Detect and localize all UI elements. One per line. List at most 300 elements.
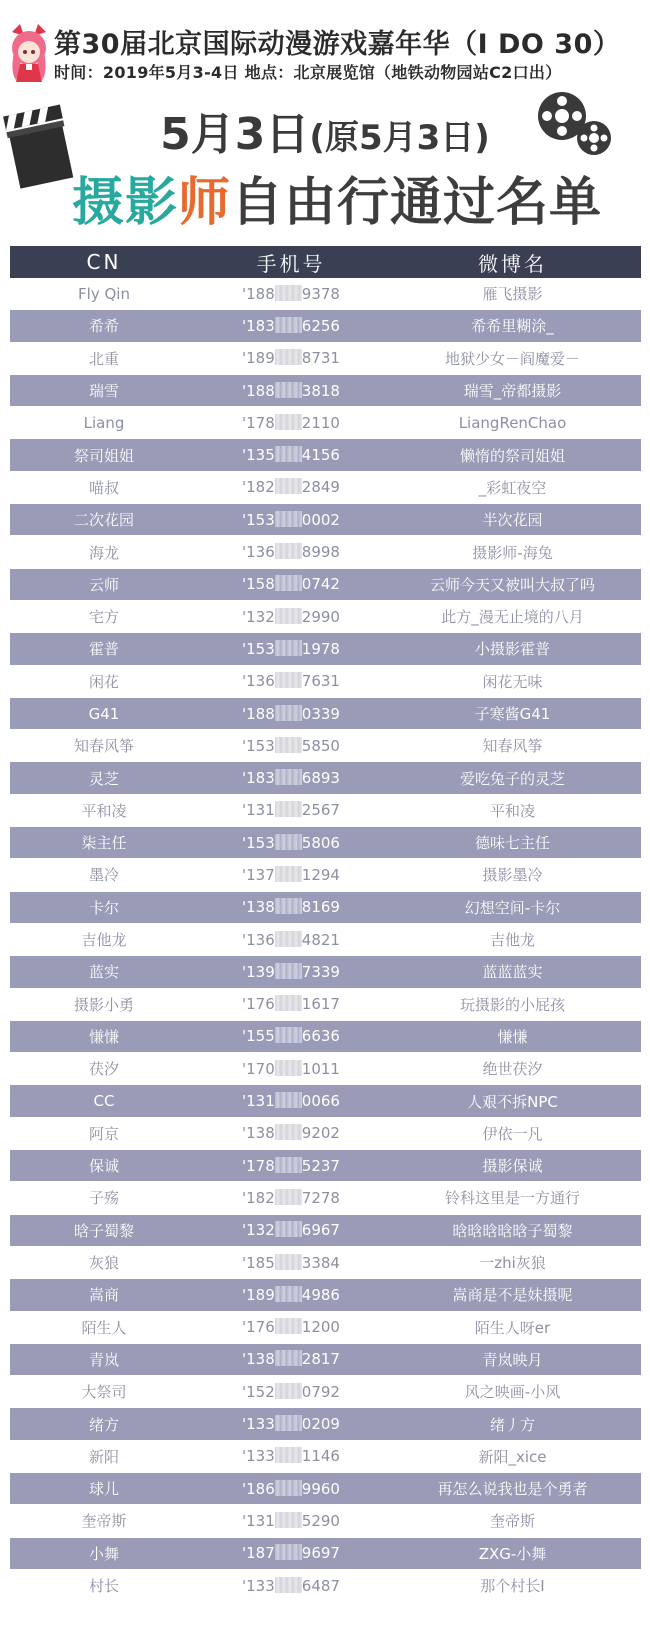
cell-cn: 闲花 bbox=[88, 672, 119, 691]
phone-prefix: '183 bbox=[242, 769, 275, 788]
cell-cn: Liang bbox=[83, 413, 125, 432]
phone-prefix: '153 bbox=[242, 639, 275, 658]
table-row bbox=[10, 407, 641, 439]
cell-cn: 喵叔 bbox=[88, 478, 119, 497]
cell-cn: 柒主任 bbox=[81, 834, 127, 853]
phone-suffix: 6636 bbox=[301, 1027, 340, 1046]
cell-phone bbox=[198, 317, 384, 335]
table-row bbox=[10, 1344, 641, 1376]
phone-mask bbox=[275, 1447, 302, 1463]
phone-mask bbox=[275, 672, 302, 688]
cell-weibo: 吉他龙 bbox=[489, 931, 535, 950]
cell-cn: 吉他龙 bbox=[81, 931, 127, 950]
phone-prefix: '178 bbox=[242, 1156, 275, 1175]
cell-cn: 摄影小勇 bbox=[73, 995, 134, 1014]
cell-cn: 大祭司 bbox=[81, 1383, 127, 1402]
table-row bbox=[10, 989, 641, 1021]
cell-weibo: 铃科这里是一方通行 bbox=[444, 1189, 580, 1208]
phone-suffix: 8998 bbox=[301, 543, 340, 562]
phone-mask bbox=[275, 1254, 302, 1270]
phone-suffix: 5850 bbox=[301, 736, 340, 755]
cell-cn: 平和凌 bbox=[81, 801, 127, 820]
phone-prefix: '136 bbox=[242, 543, 275, 562]
cell-cn: G41 bbox=[88, 704, 120, 723]
mascot-girl-icon bbox=[4, 22, 54, 84]
cell-weibo: 此方_漫无止境的八月 bbox=[441, 608, 584, 627]
cell-cn: 奎帝斯 bbox=[81, 1512, 127, 1531]
cell-phone bbox=[198, 931, 384, 949]
phone-suffix: 6967 bbox=[301, 1221, 340, 1240]
cell-weibo: 一zhi灰狼 bbox=[479, 1254, 546, 1273]
phone-prefix: '188 bbox=[242, 284, 275, 303]
cell-phone bbox=[198, 1544, 384, 1562]
table-row bbox=[10, 1215, 641, 1247]
phone-suffix: 6487 bbox=[301, 1576, 340, 1595]
phone-mask bbox=[275, 1350, 302, 1366]
cell-weibo: 伊依一凡 bbox=[482, 1124, 543, 1143]
cell-weibo: 知春风筝 bbox=[482, 737, 543, 756]
phone-suffix: 1200 bbox=[301, 1318, 340, 1337]
cell-phone bbox=[198, 1254, 384, 1272]
phone-suffix: 0066 bbox=[301, 1092, 340, 1111]
phone-mask bbox=[275, 285, 302, 301]
cell-phone bbox=[198, 1221, 384, 1239]
cell-cn: Fly Qin bbox=[78, 284, 130, 303]
phone-suffix: 1146 bbox=[301, 1447, 340, 1466]
cell-cn: 霍普 bbox=[88, 640, 119, 659]
cell-phone bbox=[198, 672, 384, 690]
table-row bbox=[10, 1150, 641, 1182]
phone-mask bbox=[275, 1157, 302, 1173]
cell-weibo: 摄影师-海兔 bbox=[472, 543, 553, 562]
cell-weibo: LiangRenChao bbox=[458, 413, 567, 432]
cell-phone bbox=[198, 834, 384, 852]
phone-suffix: 4986 bbox=[301, 1285, 340, 1304]
table-row bbox=[10, 762, 641, 794]
cell-phone bbox=[198, 446, 384, 464]
phone-mask bbox=[275, 543, 302, 559]
table-row bbox=[10, 795, 641, 827]
cell-phone bbox=[198, 608, 384, 626]
phone-prefix: '136 bbox=[242, 672, 275, 691]
cell-cn: 墨冷 bbox=[88, 866, 119, 885]
poster-header bbox=[0, 0, 650, 240]
cell-weibo: 爱吃兔子的灵芝 bbox=[459, 769, 565, 788]
cell-cn: 卡尔 bbox=[88, 898, 119, 917]
cell-weibo: 再怎么说我也是个勇者 bbox=[437, 1480, 588, 1499]
cell-weibo: 摄影保诚 bbox=[482, 1157, 543, 1176]
phone-suffix: 4821 bbox=[301, 930, 340, 949]
phone-mask bbox=[275, 382, 302, 398]
cell-phone bbox=[198, 898, 384, 916]
phone-prefix: '183 bbox=[242, 316, 275, 335]
cell-phone bbox=[198, 1512, 384, 1530]
cell-phone bbox=[198, 769, 384, 787]
phone-suffix: 5290 bbox=[301, 1511, 340, 1530]
cell-weibo: 德味七主任 bbox=[474, 834, 550, 853]
phone-mask bbox=[275, 640, 302, 656]
phone-prefix: '133 bbox=[242, 1447, 275, 1466]
cell-weibo: 半次花园 bbox=[482, 511, 543, 530]
phone-prefix: '152 bbox=[242, 1382, 275, 1401]
cell-phone bbox=[198, 511, 384, 529]
phone-suffix: 9378 bbox=[301, 284, 340, 303]
table-row bbox=[10, 633, 641, 665]
cell-weibo: 陌生人呀er bbox=[474, 1318, 551, 1337]
phone-suffix: 2849 bbox=[301, 478, 340, 497]
phone-suffix: 7631 bbox=[301, 672, 340, 691]
phone-mask bbox=[275, 446, 302, 462]
table-row bbox=[10, 859, 641, 891]
table-row bbox=[10, 472, 641, 504]
phone-mask bbox=[275, 1060, 302, 1076]
cell-cn: 新阳 bbox=[88, 1447, 119, 1466]
cell-cn: 绪方 bbox=[88, 1415, 119, 1434]
cell-phone bbox=[198, 1383, 384, 1401]
phone-mask bbox=[275, 478, 302, 494]
photographer-list-table bbox=[10, 246, 641, 1602]
list-title bbox=[72, 160, 632, 235]
cell-cn: 云师 bbox=[88, 575, 119, 594]
phone-prefix: '138 bbox=[242, 898, 275, 917]
phone-suffix: 8731 bbox=[301, 349, 340, 368]
phone-suffix: 7339 bbox=[301, 962, 340, 981]
cell-cn: CC bbox=[93, 1092, 115, 1111]
phone-prefix: '170 bbox=[242, 1059, 275, 1078]
phone-prefix: '185 bbox=[242, 1253, 275, 1272]
table-row bbox=[10, 827, 641, 859]
cell-phone bbox=[198, 640, 384, 658]
table-row bbox=[10, 310, 641, 342]
table-row bbox=[10, 375, 641, 407]
phone-mask bbox=[275, 1383, 302, 1399]
table-row bbox=[10, 1279, 641, 1311]
phone-suffix: 1294 bbox=[301, 865, 340, 884]
cell-weibo: 慊慊 bbox=[497, 1027, 528, 1046]
phone-prefix: '137 bbox=[242, 865, 275, 884]
table-row bbox=[10, 698, 641, 730]
phone-prefix: '158 bbox=[242, 575, 275, 594]
table-row bbox=[10, 956, 641, 988]
phone-mask bbox=[275, 769, 302, 785]
cell-cn: 子殇 bbox=[88, 1189, 119, 1208]
table-row bbox=[10, 536, 641, 568]
phone-suffix: 2990 bbox=[301, 607, 340, 626]
list-title-rest: 自由行通过名单 bbox=[231, 173, 603, 233]
cell-cn: 球儿 bbox=[88, 1480, 119, 1499]
phone-mask bbox=[275, 995, 302, 1011]
cell-cn: 保诚 bbox=[88, 1157, 119, 1176]
cell-cn: 晗子蜀黎 bbox=[73, 1221, 134, 1240]
cell-weibo: 子寒酱G41 bbox=[474, 705, 551, 723]
phone-suffix: 9960 bbox=[301, 1479, 340, 1498]
phone-suffix: 4156 bbox=[301, 446, 340, 465]
cell-phone bbox=[198, 382, 384, 400]
phone-mask bbox=[275, 898, 302, 914]
phone-mask bbox=[275, 1577, 302, 1593]
phone-prefix: '133 bbox=[242, 1415, 275, 1434]
phone-suffix: 5806 bbox=[301, 833, 340, 852]
phone-suffix: 0002 bbox=[301, 510, 340, 529]
cell-phone bbox=[198, 801, 384, 819]
cell-cn: 宅方 bbox=[88, 608, 119, 627]
table-row bbox=[10, 1312, 641, 1344]
phone-suffix: 0742 bbox=[301, 575, 340, 594]
cell-weibo: 云师今天又被叫大叔了吗 bbox=[429, 575, 595, 594]
phone-prefix: '178 bbox=[242, 413, 275, 432]
phone-suffix: 0792 bbox=[301, 1382, 340, 1401]
cell-phone bbox=[198, 1157, 384, 1175]
cell-phone bbox=[198, 963, 384, 981]
table-row bbox=[10, 569, 641, 601]
table-row bbox=[10, 892, 641, 924]
table-row bbox=[10, 730, 641, 762]
cell-cn: 慊慊 bbox=[88, 1027, 119, 1046]
cell-phone bbox=[198, 705, 384, 723]
phone-prefix: '155 bbox=[242, 1027, 275, 1046]
phone-prefix: '131 bbox=[242, 1511, 275, 1530]
header-cn: CN bbox=[86, 250, 122, 274]
cell-phone bbox=[198, 1350, 384, 1368]
phone-mask bbox=[275, 608, 302, 624]
table-row bbox=[10, 439, 641, 471]
cell-weibo: 雁飞摄影 bbox=[482, 285, 543, 304]
cell-cn: 阿京 bbox=[88, 1124, 119, 1143]
table-row bbox=[10, 1538, 641, 1570]
phone-mask bbox=[275, 1415, 302, 1431]
table-row bbox=[10, 1570, 641, 1602]
cell-phone bbox=[198, 995, 384, 1013]
cell-phone bbox=[198, 414, 384, 432]
cell-weibo: 小摄影霍普 bbox=[474, 640, 550, 659]
phone-mask bbox=[275, 317, 302, 333]
cell-phone bbox=[198, 285, 384, 303]
table-row bbox=[10, 1118, 641, 1150]
phone-mask bbox=[275, 1189, 302, 1205]
cell-cn: 灵芝 bbox=[88, 769, 119, 788]
phone-prefix: '135 bbox=[242, 446, 275, 465]
phone-mask bbox=[275, 1221, 302, 1237]
cell-phone bbox=[198, 1060, 384, 1078]
phone-suffix: 8169 bbox=[301, 898, 340, 917]
cell-cn: 二次花园 bbox=[73, 511, 134, 530]
phone-suffix: 2817 bbox=[301, 1350, 340, 1369]
phone-mask bbox=[275, 349, 302, 365]
list-title-char3: 师 bbox=[178, 173, 232, 233]
phone-prefix: '138 bbox=[242, 1350, 275, 1369]
phone-prefix: '182 bbox=[242, 1188, 275, 1207]
cell-weibo: 地狱少女－阎魔爱－ bbox=[444, 349, 580, 368]
phone-suffix: 0209 bbox=[301, 1415, 340, 1434]
table-row bbox=[10, 1053, 641, 1085]
phone-mask bbox=[275, 866, 302, 882]
phone-suffix: 0339 bbox=[301, 704, 340, 723]
phone-prefix: '189 bbox=[242, 349, 275, 368]
phone-suffix: 9202 bbox=[301, 1124, 340, 1143]
cell-phone bbox=[198, 1577, 384, 1595]
cell-weibo: 绪丿方 bbox=[489, 1415, 535, 1434]
list-title-char1: 摄 bbox=[72, 173, 126, 233]
phone-suffix: 3384 bbox=[301, 1253, 340, 1272]
header-weibo: 微博名 bbox=[478, 251, 547, 276]
cell-weibo: 摄影墨冷 bbox=[482, 866, 543, 885]
phone-prefix: '176 bbox=[242, 995, 275, 1014]
cell-weibo: 玩摄影的小屁孩 bbox=[459, 995, 565, 1014]
cell-cn: 蓝实 bbox=[88, 963, 119, 982]
cell-cn: 灰狼 bbox=[88, 1254, 119, 1273]
phone-prefix: '188 bbox=[242, 704, 275, 723]
phone-mask bbox=[275, 737, 302, 753]
cell-phone bbox=[198, 1480, 384, 1498]
phone-prefix: '188 bbox=[242, 381, 275, 400]
cell-weibo: 蓝蓝蓝实 bbox=[482, 963, 543, 982]
phone-mask bbox=[275, 1318, 302, 1334]
cell-weibo: 那个村长I bbox=[480, 1577, 545, 1596]
table-row bbox=[10, 1021, 641, 1053]
cell-weibo: 懒惰的祭司姐姐 bbox=[459, 446, 565, 465]
cell-weibo: 平和凌 bbox=[489, 801, 535, 820]
cell-cn: 希希 bbox=[88, 317, 119, 336]
phone-suffix: 1011 bbox=[301, 1059, 340, 1078]
table-row bbox=[10, 1085, 641, 1117]
cell-cn: 知春风筝 bbox=[73, 737, 134, 756]
phone-mask bbox=[275, 1027, 302, 1043]
phone-mask bbox=[275, 575, 302, 591]
table-row bbox=[10, 1376, 641, 1408]
cell-weibo: 人艰不拆NPC bbox=[467, 1092, 558, 1111]
phone-suffix: 1978 bbox=[301, 639, 340, 658]
cell-weibo: 青岚映月 bbox=[482, 1350, 543, 1369]
phone-mask bbox=[275, 931, 302, 947]
phone-suffix: 9697 bbox=[301, 1544, 340, 1563]
cell-phone bbox=[198, 1318, 384, 1336]
cell-phone bbox=[198, 1027, 384, 1045]
cell-phone bbox=[198, 1447, 384, 1465]
phone-mask bbox=[275, 1480, 302, 1496]
phone-prefix: '153 bbox=[242, 833, 275, 852]
phone-mask bbox=[275, 1512, 302, 1528]
event-title: 第30届北京国际动漫游戏嘉年华（I DO 30） bbox=[54, 29, 621, 60]
event-info: 时间：2019年5月3-4日 地点：北京展览馆（地铁动物园站C2口出） bbox=[54, 63, 562, 82]
phone-prefix: '187 bbox=[242, 1544, 275, 1563]
table-row bbox=[10, 1247, 641, 1279]
phone-prefix: '133 bbox=[242, 1576, 275, 1595]
cell-weibo: 奎帝斯 bbox=[489, 1512, 535, 1531]
cell-phone bbox=[198, 1092, 384, 1110]
phone-suffix: 6893 bbox=[301, 769, 340, 788]
cell-phone bbox=[198, 1415, 384, 1433]
phone-mask bbox=[275, 1544, 302, 1560]
cell-weibo: 希希里糊涂_ bbox=[471, 317, 554, 336]
phone-prefix: '189 bbox=[242, 1285, 275, 1304]
phone-prefix: '139 bbox=[242, 962, 275, 981]
table-row bbox=[10, 1473, 641, 1505]
table-row bbox=[10, 924, 641, 956]
cell-phone bbox=[198, 575, 384, 593]
cell-cn: 祭司姐姐 bbox=[73, 446, 134, 465]
phone-prefix: '153 bbox=[242, 736, 275, 755]
phone-suffix: 2110 bbox=[301, 413, 340, 432]
table-row bbox=[10, 504, 641, 536]
film-reel-icon bbox=[536, 90, 616, 160]
phone-prefix: '153 bbox=[242, 510, 275, 529]
phone-prefix: '136 bbox=[242, 930, 275, 949]
phone-suffix: 7278 bbox=[301, 1188, 340, 1207]
cell-weibo: 新阳_xice bbox=[478, 1447, 547, 1466]
table-body bbox=[10, 278, 641, 1602]
phone-mask bbox=[275, 705, 302, 721]
phone-mask bbox=[275, 1124, 302, 1140]
table-header bbox=[10, 246, 641, 278]
list-title-char2: 影 bbox=[125, 173, 179, 233]
cell-weibo: 瑞雪_帝都摄影 bbox=[463, 382, 562, 401]
cell-phone bbox=[198, 543, 384, 561]
phone-mask bbox=[275, 963, 302, 979]
header-phone: 手机号 bbox=[256, 251, 326, 276]
phone-mask bbox=[275, 414, 302, 430]
cell-phone bbox=[198, 1286, 384, 1304]
cell-weibo: 幻想空间-卡尔 bbox=[464, 898, 561, 917]
phone-mask bbox=[275, 1092, 302, 1108]
cell-cn: 小舞 bbox=[88, 1544, 119, 1563]
cell-cn: 茯汐 bbox=[88, 1060, 119, 1079]
table-row bbox=[10, 278, 641, 310]
cell-cn: 瑞雪 bbox=[88, 382, 119, 401]
table-row bbox=[10, 601, 641, 633]
cell-cn: 北重 bbox=[88, 349, 119, 368]
phone-prefix: '138 bbox=[242, 1124, 275, 1143]
phone-suffix: 6256 bbox=[301, 316, 340, 335]
cell-cn: 陌生人 bbox=[81, 1318, 127, 1337]
phone-prefix: '132 bbox=[242, 1221, 275, 1240]
phone-prefix: '182 bbox=[242, 478, 275, 497]
phone-prefix: '132 bbox=[242, 607, 275, 626]
table-row bbox=[10, 666, 641, 698]
cell-cn: 村长 bbox=[88, 1577, 119, 1596]
cell-phone bbox=[198, 866, 384, 884]
cell-weibo: 晗晗晗晗晗子蜀黎 bbox=[452, 1221, 573, 1240]
cell-cn: 海龙 bbox=[88, 543, 119, 562]
phone-mask bbox=[275, 801, 302, 817]
phone-mask bbox=[275, 511, 302, 527]
phone-mask bbox=[275, 1286, 302, 1302]
table-row bbox=[10, 1408, 641, 1440]
cell-cn: 青岚 bbox=[88, 1350, 119, 1369]
cell-phone bbox=[198, 478, 384, 496]
table-row bbox=[10, 1441, 641, 1473]
table-row bbox=[10, 1182, 641, 1214]
cell-cn: 嵩商 bbox=[88, 1286, 119, 1305]
date-original: (原5月3日) bbox=[309, 118, 490, 158]
phone-prefix: '131 bbox=[242, 1092, 275, 1111]
table-row bbox=[10, 1505, 641, 1537]
cell-phone bbox=[198, 349, 384, 367]
cell-weibo: 绝世茯汐 bbox=[482, 1060, 543, 1079]
date-main: 5月3日 bbox=[160, 109, 310, 160]
cell-weibo: 嵩商是不是妹摄呢 bbox=[452, 1286, 573, 1305]
phone-suffix: 3818 bbox=[301, 381, 340, 400]
phone-prefix: '186 bbox=[242, 1479, 275, 1498]
phone-mask bbox=[275, 834, 302, 850]
cell-weibo: _彩虹夜空 bbox=[478, 478, 547, 497]
cell-phone bbox=[198, 1124, 384, 1142]
cell-phone bbox=[198, 1189, 384, 1207]
cell-weibo: ZXG-小舞 bbox=[478, 1544, 547, 1563]
phone-prefix: '131 bbox=[242, 801, 275, 820]
phone-prefix: '176 bbox=[242, 1318, 275, 1337]
phone-suffix: 1617 bbox=[301, 995, 340, 1014]
cell-phone bbox=[198, 737, 384, 755]
